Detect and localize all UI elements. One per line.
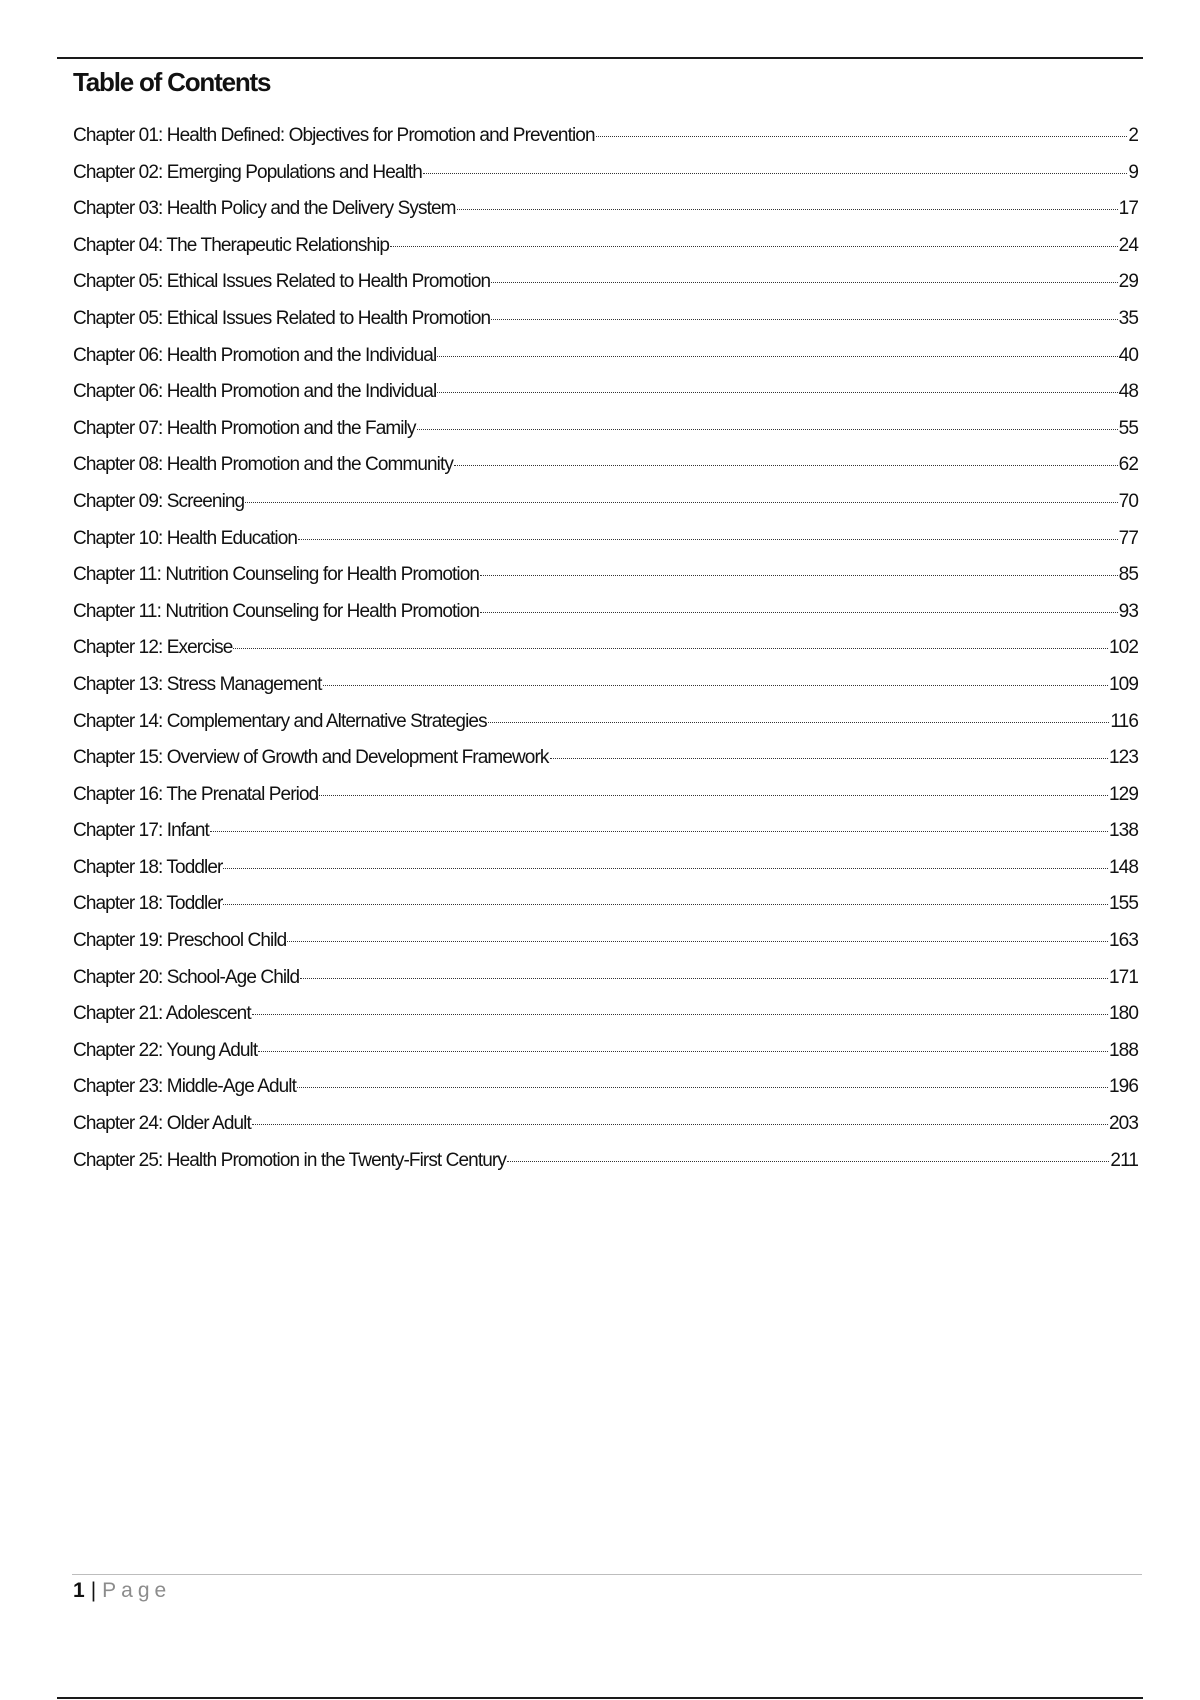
toc-dot-leader (390, 246, 1118, 247)
toc-entry[interactable] (73, 118, 1138, 155)
toc-dot-leader (233, 648, 1108, 649)
toc-entry-page: 211 (1110, 1149, 1138, 1171)
toc-entry-page: 29 (1118, 271, 1138, 293)
toc-entry[interactable] (73, 704, 1138, 741)
footer-page-label: Page (102, 1579, 172, 1602)
toc-entry-page: 138 (1108, 820, 1138, 842)
toc-entry[interactable] (73, 228, 1138, 265)
toc-entry-page: 17 (1118, 198, 1138, 220)
toc-entry[interactable] (73, 777, 1138, 814)
toc-dot-leader (210, 831, 1108, 832)
toc-entry-page: 180 (1108, 1003, 1138, 1025)
toc-dot-leader (245, 502, 1117, 503)
toc-entry-page: 35 (1118, 307, 1138, 329)
toc-entry[interactable] (73, 521, 1138, 558)
toc-entry[interactable] (73, 594, 1138, 631)
toc-entry-page: 2 (1128, 125, 1138, 146)
toc-entry[interactable] (73, 923, 1138, 960)
toc-entry[interactable] (73, 630, 1138, 667)
toc-entry-label: Chapter 05: Ethical Issues Related to Health Promotion (73, 271, 491, 293)
toc-dot-leader (507, 1161, 1109, 1162)
toc-entry-page: 203 (1108, 1113, 1138, 1135)
toc-entry[interactable] (73, 301, 1138, 338)
toc-entry[interactable] (73, 1143, 1138, 1180)
toc-entry[interactable] (73, 557, 1138, 594)
toc-entry[interactable] (73, 374, 1138, 411)
toc-entry[interactable] (73, 484, 1138, 521)
toc-dot-leader (488, 722, 1110, 723)
toc-entry[interactable] (73, 1069, 1138, 1106)
toc-entry-label: Chapter 15: Overview of Growth and Development Framework (73, 747, 549, 769)
toc-dot-leader (297, 1087, 1108, 1088)
toc-entry-page: 155 (1108, 893, 1138, 915)
toc-entry-page: 93 (1118, 600, 1138, 622)
toc-entry-label: Chapter 05: Ethical Issues Related to Health Promotion (73, 307, 491, 329)
toc-dot-leader (480, 575, 1118, 576)
toc-entry-label: Chapter 16: The Prenatal Period (73, 783, 319, 805)
bottom-rule (57, 1697, 1143, 1699)
toc-entry-label: Chapter 09: Screening (73, 490, 245, 512)
toc-dot-leader (323, 685, 1108, 686)
toc-list (73, 118, 1138, 1179)
toc-entry[interactable] (73, 447, 1138, 484)
toc-entry[interactable] (73, 264, 1138, 301)
toc-entry[interactable] (73, 850, 1138, 887)
toc-dot-leader (454, 465, 1118, 466)
toc-entry-page: 148 (1108, 856, 1138, 878)
toc-entry-label: Chapter 20: School-Age Child (73, 966, 300, 988)
toc-entry[interactable] (73, 813, 1138, 850)
toc-entry[interactable] (73, 155, 1138, 192)
toc-entry-label: Chapter 12: Exercise (73, 637, 233, 659)
toc-entry-label: Chapter 11: Nutrition Counseling for Health Promotion (73, 564, 480, 586)
footer-rule (72, 1574, 1142, 1575)
toc-entry-page: 55 (1118, 417, 1138, 439)
toc-dot-leader (300, 978, 1108, 979)
toc-entry-label: Chapter 21: Adolescent (73, 1003, 251, 1025)
toc-entry[interactable] (73, 667, 1138, 704)
toc-entry-label: Chapter 06: Health Promotion and the Individual (73, 381, 437, 403)
toc-entry[interactable] (73, 191, 1138, 228)
toc-entry[interactable] (73, 886, 1138, 923)
toc-dot-leader (252, 1014, 1108, 1015)
toc-entry[interactable] (73, 996, 1138, 1033)
toc-entry-page: 116 (1110, 710, 1138, 732)
toc-dot-leader (437, 356, 1117, 357)
toc-entry-label: Chapter 01: Health Defined: Objectives for Promotion and Prevention (73, 125, 595, 146)
toc-entry-label: Chapter 11: Nutrition Counseling for Health Promotion (73, 600, 480, 622)
toc-dot-leader (298, 539, 1118, 540)
toc-dot-leader (423, 173, 1127, 174)
toc-entry-page: 9 (1128, 161, 1138, 183)
toc-dot-leader (223, 868, 1108, 869)
toc-entry-label: Chapter 25: Health Promotion in the Twenty-First Century (73, 1149, 506, 1171)
toc-entry[interactable] (73, 1033, 1138, 1070)
toc-dot-leader (550, 758, 1108, 759)
toc-dot-leader (457, 209, 1118, 210)
toc-dot-leader (417, 429, 1118, 430)
toc-entry[interactable] (73, 740, 1138, 777)
toc-entry-page: 102 (1108, 637, 1138, 659)
header-rule (57, 57, 1143, 59)
toc-entry-label: Chapter 10: Health Education (73, 527, 298, 549)
toc-entry-label: Chapter 13: Stress Management (73, 673, 322, 695)
toc-entry-page: 70 (1118, 490, 1138, 512)
toc-dot-leader (491, 282, 1118, 283)
toc-entry-label: Chapter 18: Toddler (73, 856, 223, 878)
toc-entry-page: 77 (1118, 527, 1138, 549)
toc-entry-label: Chapter 23: Middle-Age Adult (73, 1076, 297, 1098)
toc-entry[interactable] (73, 338, 1138, 375)
toc-dot-leader (223, 904, 1108, 905)
footer-page-number: 1 (73, 1579, 85, 1602)
toc-dot-leader (596, 136, 1128, 137)
toc-entry-page: 24 (1118, 234, 1138, 256)
toc-entry-label: Chapter 14: Complementary and Alternative Strategies (73, 710, 487, 732)
toc-entry-page: 62 (1118, 454, 1138, 476)
toc-entry-label: Chapter 19: Preschool Child (73, 930, 287, 952)
toc-entry-label: Chapter 17: Infant (73, 820, 209, 842)
toc-dot-leader (287, 941, 1108, 942)
toc-entry-label: Chapter 22: Young Adult (73, 1039, 258, 1061)
footer-separator: | (90, 1579, 97, 1602)
toc-entry-label: Chapter 24: Older Adult (73, 1113, 251, 1135)
page-footer (73, 1578, 171, 1604)
toc-entry[interactable] (73, 1106, 1138, 1143)
toc-entry-page: 85 (1118, 564, 1138, 586)
toc-entry-label: Chapter 18: Toddler (73, 893, 223, 915)
toc-entry-page: 188 (1108, 1039, 1138, 1061)
toc-entry-label: Chapter 04: The Therapeutic Relationship (73, 234, 390, 256)
toc-entry-page: 123 (1108, 747, 1138, 769)
toc-entry-label: Chapter 03: Health Policy and the Delivery System (73, 198, 456, 220)
toc-entry-page: 196 (1108, 1076, 1138, 1098)
toc-entry-label: Chapter 07: Health Promotion and the Family (73, 417, 416, 439)
toc-dot-leader (258, 1051, 1108, 1052)
toc-entry-page: 48 (1118, 381, 1138, 403)
toc-dot-leader (491, 319, 1118, 320)
toc-title: Table of Contents (73, 67, 271, 97)
toc-entry[interactable] (73, 411, 1138, 448)
toc-dot-leader (480, 612, 1118, 613)
toc-entry-label: Chapter 06: Health Promotion and the Individual (73, 344, 437, 366)
toc-entry[interactable] (73, 960, 1138, 997)
toc-entry-page: 129 (1108, 783, 1138, 805)
toc-entry-page: 40 (1118, 344, 1138, 366)
toc-entry-page: 171 (1108, 966, 1138, 988)
toc-dot-leader (252, 1124, 1108, 1125)
toc-entry-label: Chapter 08: Health Promotion and the Community (73, 454, 453, 476)
toc-entry-page: 163 (1108, 930, 1138, 952)
toc-entry-page: 109 (1108, 673, 1138, 695)
toc-dot-leader (437, 392, 1117, 393)
toc-dot-leader (319, 795, 1108, 796)
toc-entry-label: Chapter 02: Emerging Populations and Health (73, 161, 422, 183)
